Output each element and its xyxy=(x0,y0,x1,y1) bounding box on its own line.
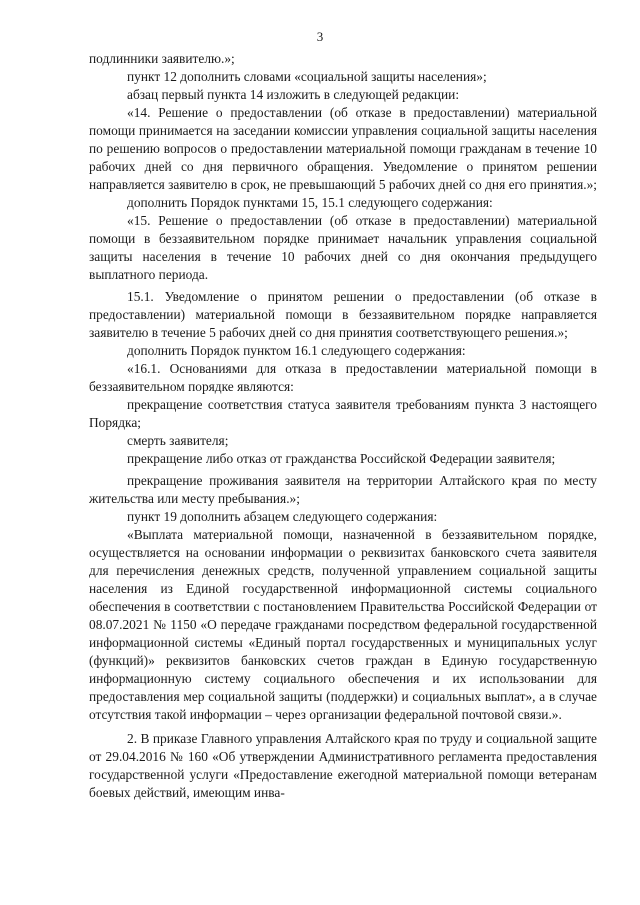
paragraph: смерть заявителя; xyxy=(127,433,229,448)
paragraph: абзац первый пункта 14 изложить в следующей редакции: xyxy=(127,87,460,102)
paragraph: «Выплата материальной помощи, назначенной в беззаявительном порядке, осуществляется на основании информации о реквизитах банковского счета заявителя для перечисления денежных средств, полученной управлением социальной защиты населения из Единой государственной информационной системы социального обеспечения в соответствии с постановлением Правительства Российской Федерации от 08.07.2021 № 1150 «О передаче гражданами посредством федеральной государственной информационной системы «Единый портал государственных и муниципальных услуг (функций)» реквизитов банковских счетов граждан в Единую государственную информационную систему социального обеспечения и их использовании для предоставления мер социальной защиты (поддержки) и социальных выплат», а в случае отсутствия такой информации – через организации федеральной почтовой связи.». xyxy=(89,527,597,722)
paragraph: дополнить Порядок пунктом 16.1 следующего содержания: xyxy=(127,343,466,358)
paragraph: 15.1. Уведомление о принятом решении о предоставлении (об отказе в предоставлении) материальной помощи в беззаявительном порядке направляется заявителю в течение 5 рабочих дней со дня принятия соответствующего решения.»; xyxy=(89,289,597,340)
paragraph: 2. В приказе Главного управления Алтайского края по труду и социальной защите от 29.04.2016 № 160 «Об утверждении Административного регламента предоставления государственной услуги «Предоставление ежегодной материальной помощи ветеранам боевых действий, имеющим инва- xyxy=(89,731,597,800)
paragraph: пункт 19 дополнить абзацем следующего содержания: xyxy=(127,509,438,524)
paragraph: «14. Решение о предоставлении (об отказе в предоставлении) материальной помощи принимается на заседании комиссии управления социальной защиты населения по решению вопросов о предоставлении материальной помощи гражданам в течение 10 рабочих дней со дня первичного обращения. Уведомление о принятом решении направляется заявителю в срок, не превышающий 5 рабочих дней со дня его принятия.»; xyxy=(89,105,598,192)
document-body xyxy=(89,50,597,802)
paragraph: «15. Решение о предоставлении (об отказе в предоставлении) материальной помощи в беззаявительном порядке принимает начальник управления социальной защиты населения в течение 10 рабочих дней со дня окончания предыдущего выплатного периода. xyxy=(89,213,597,282)
paragraph: прекращение либо отказ от гражданства Российской Федерации заявителя; xyxy=(127,451,556,466)
paragraph: пункт 12 дополнить словами «социальной защиты населения»; xyxy=(127,69,487,84)
paragraph: прекращение проживания заявителя на территории Алтайского края по месту жительства или месту пребывания.»; xyxy=(89,473,597,506)
paragraph: дополнить Порядок пунктами 15, 15.1 следующего содержания: xyxy=(127,195,493,210)
page-number: 3 xyxy=(316,29,324,44)
paragraph: подлинники заявителю.»; xyxy=(89,51,235,66)
paragraph: «16.1. Основаниями для отказа в предоставлении материальной помощи в беззаявительном порядке являются: xyxy=(89,361,597,394)
paragraph: прекращение соответствия статуса заявителя требованиям пункта 3 настоящего Порядка; xyxy=(89,397,597,430)
